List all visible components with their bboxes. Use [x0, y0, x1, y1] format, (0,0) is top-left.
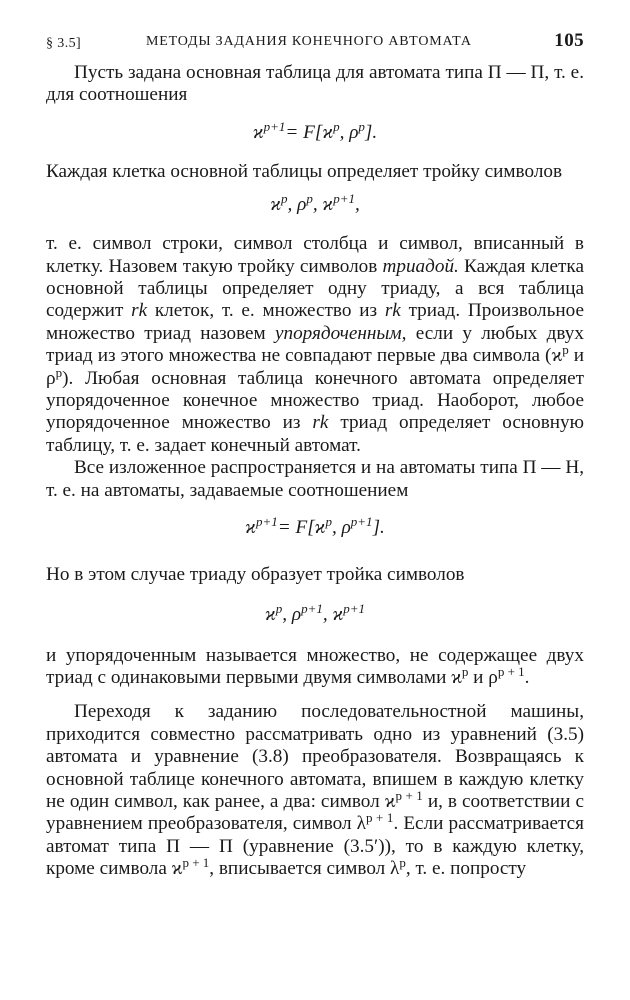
formula-1: $ϰ^{p+1}= F[ϰ^p$, $\rho^p$]. — [252, 118, 378, 143]
paragraph-6: и упорядоченным называется множество, не содержащее двух триад с одинаковыми первыми двумя символами $ϰ^p$ и $\rho^{p + 1}$. — [46, 644, 584, 688]
section-reference: § 3.5] — [46, 36, 82, 51]
paragraph-4: Все изложенное распространяется и на автоматы типа П — Н, т. е. на автоматы, задаваемые соотношением — [46, 457, 584, 501]
paragraph-3: т. е. символ строки, символ столбца и символ, вписанный в клетку. Назовем такую тройку символов триадой. Каждая клетка основной таблицы определяет одну триаду, а вся таблица содержит rk клеток, т. е. множество из rk триад. Произвольное множество триад назовем упорядоченным, если у любых двух триад из этого множества не совпадают первые два символа ($ϰ^p$ и $\rho^p$). Любая основная таблица конечного автомата определяет упорядоченное конечное множество триад. Наоборот, любое упорядоченное множество из rk триад определяет основную таблицу, т. е. задает конечный автомат. — [46, 233, 584, 456]
page-number: 105 — [554, 30, 584, 51]
formula-4: $ϰ^p$, $\rho^{p+1}$, $ϰ^{p+1}$ — [264, 600, 366, 625]
running-header — [46, 28, 584, 58]
paragraph-2: Каждая клетка основной таблицы определяет тройку символов — [46, 160, 563, 182]
formula-2: $ϰ^p$, $\rho^p$, $ϰ^{p+1}$, — [270, 191, 360, 216]
paragraph-7: Переходя к заданию последовательностной машины, приходится совместно рассматривать одно из уравнений (3.5) автомата и уравнение (3.8) преобразователя. Возвращаясь к основной таблице конечного автомата, впишем в каждую клетку не один символ, как ранее, а два: символ $ϰ^{p + 1}$ и, в соответствии с уравнением преобразователя, символ $\lambda^{p + 1}$. Если рассматривается автомат типа П — П (уравнение (3.5′)), то в каждую клетку, кроме символа $ϰ^{p + 1}$, вписывается символ $\lambda^p$, т. е. попросту — [46, 701, 584, 880]
paragraph-5: Но в этом случае триаду образует тройка символов — [46, 564, 465, 586]
formula-3: $ϰ^{p+1}= F[ϰ^p$, $\rho^{p+1}$]. — [245, 514, 385, 539]
chapter-title: МЕТОДЫ ЗАДАНИЯ КОНЕЧНОГО АВТОМАТА — [146, 34, 472, 49]
page — [46, 28, 584, 881]
paragraph-1: Пусть задана основная таблица для автомата типа П — П, т. е. для соотношения — [46, 62, 584, 106]
